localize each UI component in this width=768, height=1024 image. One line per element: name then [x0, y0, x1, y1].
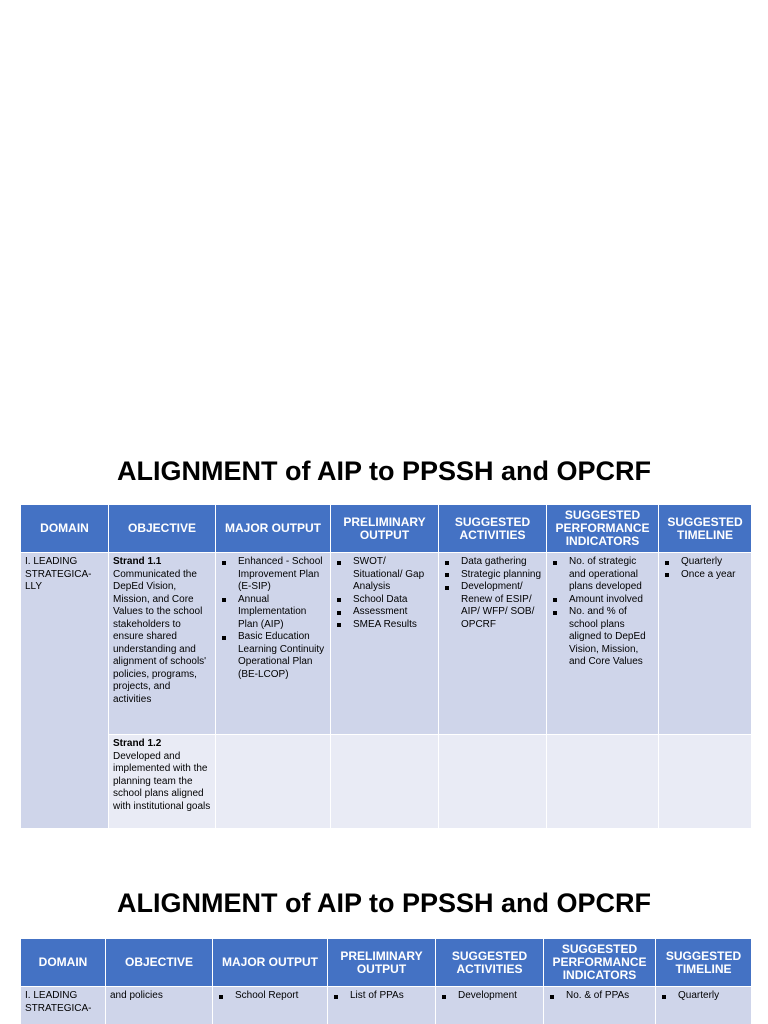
list-item: Once a year: [663, 569, 747, 582]
header-objective: OBJECTIVE: [109, 505, 216, 553]
list-item: List of PPAs: [332, 990, 431, 1003]
list-item: No. and % of school plans aligned to DepEd Vision, Mission, and Core Values: [551, 606, 654, 669]
table-row: [21, 735, 752, 829]
activities-cell: [439, 553, 547, 735]
header-domain: DOMAIN: [21, 939, 106, 987]
alignment-table: [20, 938, 752, 1024]
header-objective: OBJECTIVE: [106, 939, 213, 987]
major-output-cell: [213, 987, 328, 1024]
activities-cell: [436, 987, 544, 1024]
list-item: School Report: [217, 990, 323, 1003]
objective-text: Developed and implemented with the planning team the school plans aligned with institutional goals: [113, 750, 211, 812]
list-item: No. of strategic and operational plans developed: [551, 556, 654, 594]
list-item: School Data: [335, 594, 434, 607]
timeline-cell: [659, 735, 752, 829]
list-item: Strategic planning: [443, 569, 542, 582]
objective-text: and policies: [110, 990, 163, 1001]
header-preliminary-output: PRELIMINARY OUTPUT: [328, 939, 436, 987]
preliminary-output-cell: [328, 987, 436, 1024]
list-item: Basic Education Learning Continuity Operational Plan (BE-LCOP): [220, 631, 326, 681]
preliminary-output-cell: [331, 735, 439, 829]
table-header-row: [21, 505, 752, 553]
list-item: Data gathering: [443, 556, 542, 569]
list-item: Amount involved: [551, 594, 654, 607]
major-output-cell: [216, 553, 331, 735]
objective-cell: [109, 735, 216, 829]
major-output-cell: [216, 735, 331, 829]
alignment-table: [20, 504, 752, 829]
domain-cell: [21, 553, 109, 829]
domain-text: I. LEADING STRATEGICA-: [25, 990, 92, 1014]
header-preliminary-output: PRELIMINARY OUTPUT: [331, 505, 439, 553]
header-major-output: MAJOR OUTPUT: [216, 505, 331, 553]
table-row: [21, 553, 752, 735]
list-item: Development/ Renew of ESIP/ AIP/ WFP/ SOB/ OPCRF: [443, 581, 542, 631]
table-row: [21, 987, 752, 1024]
timeline-cell: [659, 553, 752, 735]
activities-cell: [439, 735, 547, 829]
header-suggested-timeline: SUGGESTED TIMELINE: [656, 939, 752, 987]
strand-label: Strand 1.1: [113, 556, 162, 567]
header-suggested-activities: SUGGESTED ACTIVITIES: [439, 505, 547, 553]
indicators-cell: [547, 735, 659, 829]
slide-title: ALIGNMENT of AIP to PPSSH and OPCRF: [116, 888, 651, 918]
slide-title: ALIGNMENT of AIP to PPSSH and OPCRF: [116, 456, 651, 486]
list-item: SWOT/ Situational/ Gap Analysis: [335, 556, 434, 594]
objective-text: Communicated the DepEd Vision, Mission, and Core Values to the school stakeholders to ensure shared understanding and alignment of schools' policies, programs, projects, and activities: [113, 568, 207, 705]
list-item: Assessment: [335, 606, 434, 619]
header-suggested-timeline: SUGGESTED TIMELINE: [659, 505, 752, 553]
timeline-cell: [656, 987, 752, 1024]
domain-text: I. LEADING STRATEGICA-LLY: [25, 556, 92, 592]
indicators-cell: [547, 553, 659, 735]
preliminary-output-cell: [331, 553, 439, 735]
list-item: Quarterly: [663, 556, 747, 569]
header-performance-indicators: SUGGESTED PERFORMANCE INDICATORS: [544, 939, 656, 987]
domain-cell: [21, 987, 106, 1024]
header-domain: DOMAIN: [21, 505, 109, 553]
objective-cell: [109, 553, 216, 735]
list-item: No. & of PPAs: [548, 990, 651, 1003]
list-item: Annual Implementation Plan (AIP): [220, 594, 326, 632]
list-item: Development: [440, 990, 539, 1003]
header-major-output: MAJOR OUTPUT: [213, 939, 328, 987]
header-performance-indicators: SUGGESTED PERFORMANCE INDICATORS: [547, 505, 659, 553]
indicators-cell: [544, 987, 656, 1024]
header-suggested-activities: SUGGESTED ACTIVITIES: [436, 939, 544, 987]
table-header-row: [21, 939, 752, 987]
strand-label: Strand 1.2: [113, 738, 162, 749]
list-item: Enhanced - School Improvement Plan (E-SIP): [220, 556, 326, 594]
list-item: SMEA Results: [335, 619, 434, 632]
list-item: Quarterly: [660, 990, 747, 1003]
objective-cell: [106, 987, 213, 1024]
